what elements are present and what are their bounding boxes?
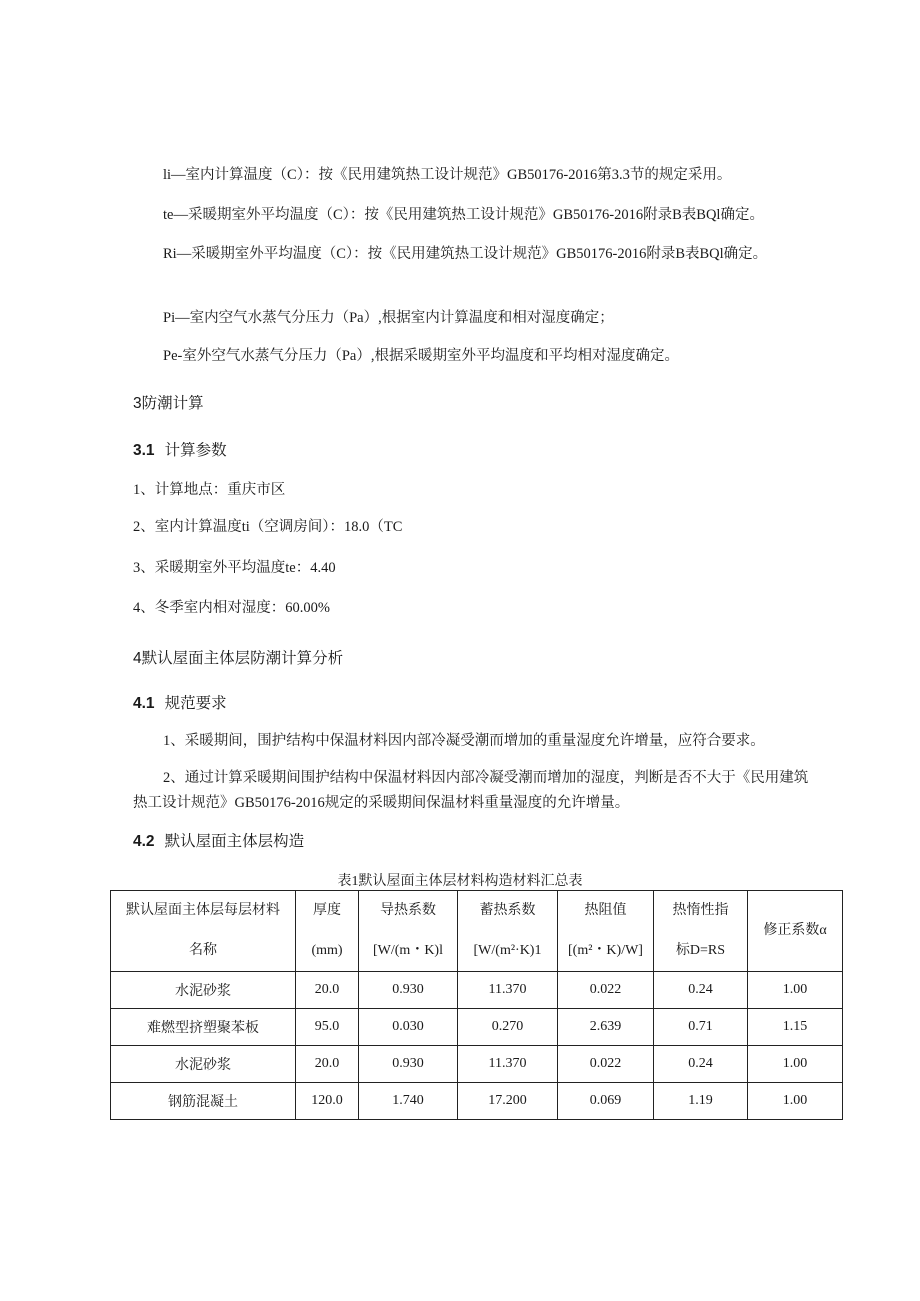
cell-conductivity: 0.930 <box>359 1046 458 1083</box>
header-thermal-inertia: 热惰性指 标D=RS <box>654 891 748 972</box>
cell-material: 难燃型挤塑聚苯板 <box>111 1009 296 1046</box>
cell-correction: 1.15 <box>748 1009 843 1046</box>
symbol-li: li—室内计算温度（C）：按《民用建筑热工设计规范》GB50176-2016第3.3节的规定采用。 <box>163 167 732 183</box>
header-thickness: 厚度 (mm) <box>296 891 359 972</box>
cell-conductivity: 0.030 <box>359 1009 458 1046</box>
cell-correction: 1.00 <box>748 1083 843 1120</box>
cell-heat-storage: 11.370 <box>458 972 558 1009</box>
cell-thickness: 20.0 <box>296 1046 359 1083</box>
cell-conductivity: 0.930 <box>359 972 458 1009</box>
cell-material: 水泥砂浆 <box>111 1046 296 1083</box>
symbol-te: te—采暖期室外平均温度（C）：按《民用建筑热工设计规范》GB50176-2016附录B表BQl确定。 <box>163 207 764 223</box>
table-caption: 表1默认屋面主体层材料构造材料汇总表 <box>337 874 583 889</box>
cell-heat-storage: 0.270 <box>458 1009 558 1046</box>
section-3-1-heading <box>133 438 227 460</box>
cell-thickness: 120.0 <box>296 1083 359 1120</box>
cell-thermal-inertia: 0.24 <box>654 972 748 1009</box>
cell-thickness: 95.0 <box>296 1009 359 1046</box>
cell-thermal-inertia: 0.24 <box>654 1046 748 1083</box>
table-row <box>111 1083 843 1120</box>
section-3-heading: 3防潮计算 <box>133 395 204 412</box>
cell-heat-storage: 11.370 <box>458 1046 558 1083</box>
param-location: 1、计算地点：重庆市区 <box>133 482 286 498</box>
table-row <box>111 972 843 1009</box>
cell-thermal-inertia: 0.71 <box>654 1009 748 1046</box>
header-material-name: 默认屋面主体层每层材料 名称 <box>111 891 296 972</box>
cell-heat-storage: 17.200 <box>458 1083 558 1120</box>
cell-conductivity: 1.740 <box>359 1083 458 1120</box>
table-header-row <box>111 891 843 972</box>
symbol-pe: Pe-室外空气水蒸气分压力（Pa）,根据采暖期室外平均温度和平均相对湿度确定。 <box>163 348 679 364</box>
section-4-1-title: 规范要求 <box>164 695 227 712</box>
section-4-2-heading <box>133 829 304 851</box>
symbol-ri: Ri—采暖期室外平均温度（C）：按《民用建筑热工设计规范》GB50176-2016附录B表BQl确定。 <box>163 246 768 262</box>
cell-resistance: 0.022 <box>558 1046 654 1083</box>
header-resistance: 热阻值 [(m²・K)/W] <box>558 891 654 972</box>
materials-table <box>110 890 843 1120</box>
cell-correction: 1.00 <box>748 972 843 1009</box>
header-heat-storage: 蓄热系数 [W/(m²·K)1 <box>458 891 558 972</box>
header-correction-factor: 修正系数α <box>748 891 843 972</box>
cell-resistance: 0.069 <box>558 1083 654 1120</box>
cell-thermal-inertia: 1.19 <box>654 1083 748 1120</box>
header-conductivity: 导热系数 [W/(m・K)l <box>359 891 458 972</box>
section-4-1-heading <box>133 691 227 713</box>
section-4-1-number: 4.1 <box>133 695 155 712</box>
section-4-2-title: 默认屋面主体层构造 <box>164 833 305 850</box>
cell-material: 钢筋混凝土 <box>111 1083 296 1120</box>
cell-material: 水泥砂浆 <box>111 972 296 1009</box>
cell-correction: 1.00 <box>748 1046 843 1083</box>
cell-resistance: 2.639 <box>558 1009 654 1046</box>
requirement-1: 1、采暖期间，围护结构中保温材料因内部冷凝受潮而增加的重量湿度允许增量，应符合要求。 <box>163 733 765 749</box>
section-4-2-number: 4.2 <box>133 833 155 850</box>
requirement-2: 2、通过计算采暖期间围护结构中保温材料因内部冷凝受潮而增加的湿度，判断是否不大于《民用建筑热工设计规范》GB50176-2016规定的采暖期间保温材料重量湿度的允许增量。 <box>133 770 809 812</box>
section-3-1-number: 3.1 <box>133 442 155 459</box>
param-outdoor-temp: 3、采暖期室外平均温度te：4.40 <box>133 560 336 576</box>
section-3-1-title: 计算参数 <box>164 442 227 459</box>
param-indoor-temp: 2、室内计算温度ti（空调房间）：18.0（TC <box>133 519 403 535</box>
table-row <box>111 1046 843 1083</box>
table-row <box>111 1009 843 1046</box>
param-humidity: 4、冬季室内相对湿度：60.00% <box>133 600 330 616</box>
section-4-heading: 4默认屋面主体层防潮计算分析 <box>133 650 344 667</box>
cell-resistance: 0.022 <box>558 972 654 1009</box>
cell-thickness: 20.0 <box>296 972 359 1009</box>
symbol-pi: Pi—室内空气水蒸气分压力（Pa）,根据室内计算温度和相对湿度确定； <box>163 310 614 326</box>
